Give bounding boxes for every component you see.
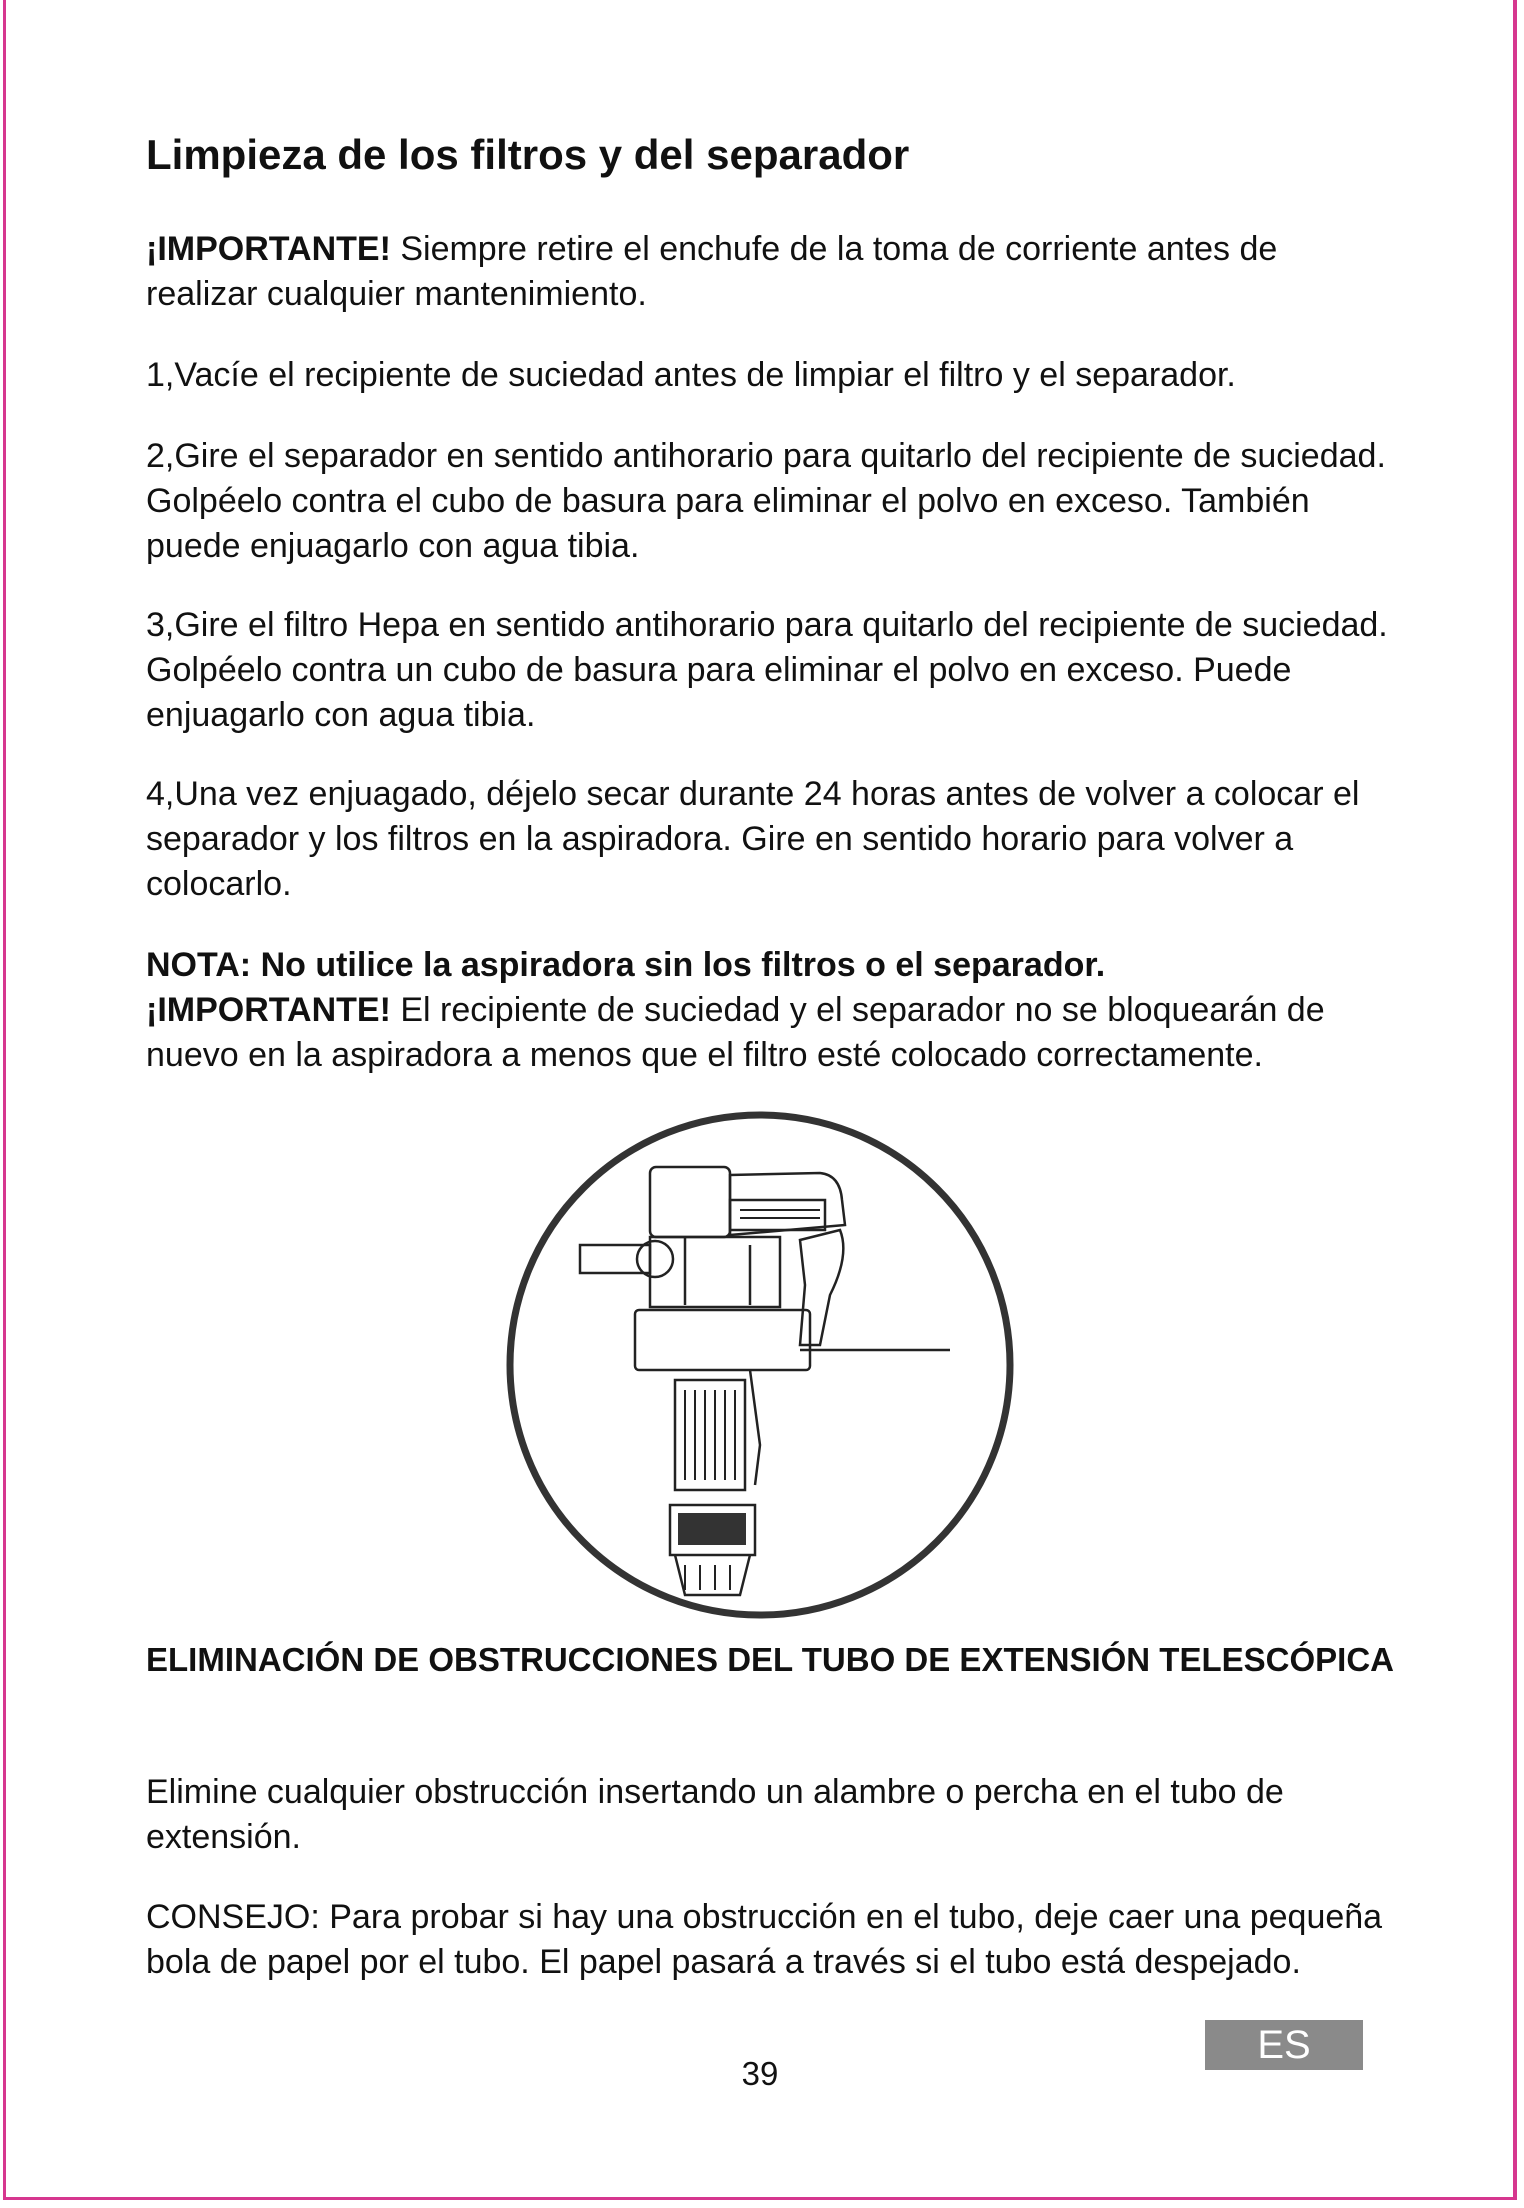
step-2: 2,Gire el separador en sentido antihorario para quitarlo del recipiente de suciedad. Golpéelo contra el cubo de basura para eliminar el polvo en exceso. También puede enjuagarlo con agua tibia. [146, 437, 1386, 565]
tip: CONSEJO: Para probar si hay una obstrucción en el tubo, deje caer una pequeña bola de papel por el tubo. El papel pasará a través si el tubo está despejado. [146, 1898, 1383, 1981]
important-notice [146, 227, 1396, 317]
page-border [3, 0, 1517, 2200]
important-label-2: ¡IMPORTANTE! [146, 991, 391, 1029]
step-4: 4,Una vez enjuagado, déjelo secar durante 24 horas antes de volver a colocar el separador y los filtros en la aspiradora. Gire en sentido horario para volver a colocarlo. [146, 775, 1360, 903]
vacuum-filter-illustration [500, 1105, 1020, 1625]
page-number: 39 [741, 2055, 779, 2092]
note-text: NOTA: No utilice la aspiradora sin los filtros o el separador. [146, 946, 1106, 984]
important-label: ¡IMPORTANTE! [146, 230, 391, 268]
language-badge: ES [1205, 2020, 1363, 2070]
important-text-2: El recipiente de suciedad y el separador no se bloquearán de nuevo en la aspiradora a menos que el filtro esté colocado correctamente. [146, 991, 1325, 1074]
page-title: Limpieza de los filtros y del separador [146, 131, 910, 178]
step-3: 3,Gire el filtro Hepa en sentido antihorario para quitarlo del recipiente de suciedad. Golpéelo contra un cubo de basura para eliminar el polvo en exceso. Puede enjuagarlo con agua tibia. [146, 606, 1388, 734]
important-text: Siempre retire el enchufe de la toma de corriente antes de realizar cualquier mantenimiento. [146, 230, 1278, 313]
section-2-text: Elimine cualquier obstrucción insertando un alambre o percha en el tubo de extensión. [146, 1773, 1284, 1856]
step-1: 1,Vacíe el recipiente de suciedad antes de limpiar el filtro y el separador. [146, 356, 1236, 394]
note [146, 943, 1396, 1078]
section-2-title: ELIMINACIÓN DE OBSTRUCCIONES DEL TUBO DE EXTENSIÓN TELESCÓPICA [146, 1641, 1394, 1678]
